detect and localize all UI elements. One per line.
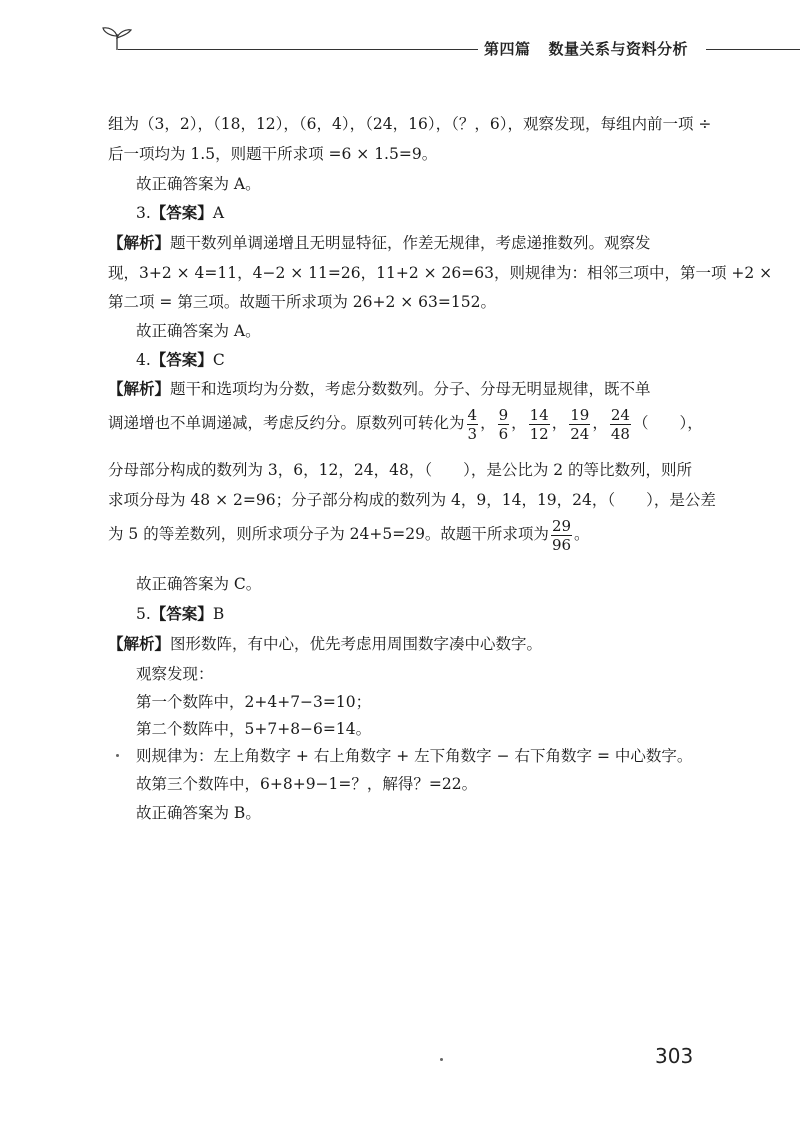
- fraction: [467, 406, 479, 443]
- header-rule-left: [118, 49, 478, 50]
- analysis-tag: 【解析】: [108, 634, 171, 653]
- denominator: 12: [529, 424, 549, 443]
- fraction: [498, 406, 510, 443]
- question-number: 4.: [136, 351, 151, 369]
- fraction: [529, 406, 550, 443]
- text-line: 故正确答案为 A。: [136, 175, 261, 193]
- text-line: 第一个数阵中，2+4+7−3=10；: [136, 693, 372, 711]
- text-segment: 为 5 的等差数列，则所求项分子为 24+5=29。故题干所求项为: [108, 525, 549, 543]
- fraction: [551, 517, 572, 554]
- answer-tag: 【答案】: [150, 203, 213, 222]
- analysis-tag: 【解析】: [108, 379, 171, 398]
- answer-line: [108, 201, 224, 225]
- answer-value: C: [212, 351, 225, 369]
- analysis-line: [108, 231, 651, 255]
- denominator: 24: [570, 424, 590, 443]
- numerator: 9: [498, 405, 509, 424]
- numerator: 14: [529, 405, 549, 424]
- denominator: 96: [551, 535, 572, 554]
- text-line: 则规律为：左上角数字 + 右上角数字 + 左下角数字 − 右下角数字 = 中心数字。: [136, 747, 693, 765]
- scan-speck: [440, 1058, 443, 1061]
- header-section-title: 数量关系与资料分析: [548, 40, 689, 58]
- text-line: 求项分母为 48 × 2=96；分子部分构成的数列为 4，9，14，19，24，（ ），是公差: [108, 491, 716, 509]
- denominator: 3: [467, 424, 478, 443]
- text-line: 后一项均为 1.5，则题干所求项 =6 × 1.5=9。: [108, 145, 438, 163]
- analysis-text: 题干数列单调递增且无明显特征，作差无规律，考虑递推数列。观察发: [170, 234, 651, 252]
- text-segment: （ ），: [632, 414, 703, 432]
- separator: ，: [592, 414, 608, 432]
- text-line: 故正确答案为 B。: [136, 804, 261, 822]
- answer-tag: 【答案】: [150, 604, 213, 623]
- question-number: 5.: [136, 605, 151, 623]
- answer-line: [108, 348, 225, 372]
- text-line: 组为（3，2），（18，12），（6，4），（24，16），（？，6），观察发现，每组内前一项 ÷: [108, 115, 712, 133]
- separator: ，: [551, 414, 568, 432]
- text-line: 故正确答案为 C。: [136, 575, 262, 593]
- fraction: [610, 406, 631, 443]
- answer-line: [108, 602, 224, 626]
- text-line: 分母部分构成的数列为 3，6，12，24，48，（ ），是公比为 2 的等比数列，则所: [108, 461, 693, 479]
- numerator: 24: [610, 405, 630, 424]
- page-header: [0, 0, 800, 70]
- text-line: 故第三个数阵中，6+8+9−1=？，解得？=22。: [136, 775, 478, 793]
- fraction-line: [108, 402, 703, 444]
- page-number: 303: [655, 1044, 694, 1068]
- separator: ，: [511, 414, 527, 432]
- numerator: 4: [467, 405, 478, 424]
- text-segment: 调递增也不单调递减，考虑反约分。原数列可转化为: [108, 414, 465, 432]
- text-line: 观察发现：: [136, 665, 214, 683]
- text-line: 第二项 = 第三项。故题干所求项为 26+2 × 63=152。: [108, 293, 496, 311]
- text-line: 现，3+2 × 4=11，4−2 × 11=26，11+2 × 26=63，则规律为：相邻三项中，第一项 +2 ×: [108, 264, 773, 282]
- header-title: [484, 38, 688, 59]
- fraction-line: [108, 513, 590, 555]
- header-part: 第四篇: [484, 40, 531, 58]
- answer-value: B: [212, 605, 225, 623]
- analysis-line: [108, 632, 542, 656]
- analysis-tag: 【解析】: [108, 233, 171, 252]
- answer-tag: 【答案】: [150, 350, 213, 369]
- analysis-line: [108, 377, 651, 401]
- text-line: 故正确答案为 A。: [136, 322, 261, 340]
- text-segment: 。: [574, 525, 590, 543]
- header-rule-right: [706, 49, 800, 50]
- question-number: 3.: [136, 204, 151, 222]
- analysis-text: 题干和选项均为分数，考虑分数数列。分子、分母无明显规律，既不单: [170, 380, 651, 398]
- denominator: 6: [498, 424, 509, 443]
- analysis-text: 图形数阵，有中心，优先考虑用周围数字凑中心数字。: [170, 635, 543, 653]
- answer-value: A: [212, 204, 225, 222]
- separator: ，: [480, 414, 496, 432]
- scan-speck: [116, 754, 119, 757]
- fraction: [569, 406, 590, 443]
- numerator: 19: [570, 405, 590, 424]
- denominator: 48: [610, 424, 630, 443]
- text-line: 第二个数阵中，5+7+8−6=14。: [136, 720, 372, 738]
- numerator: 29: [551, 516, 572, 535]
